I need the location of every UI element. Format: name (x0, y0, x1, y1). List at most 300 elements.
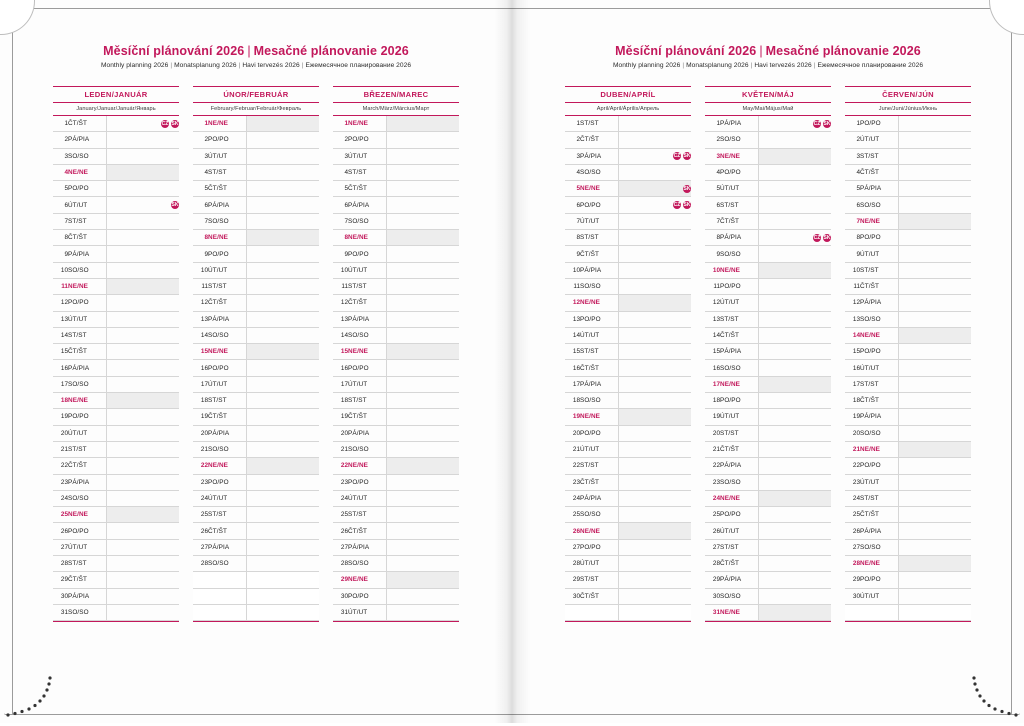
day-note-field[interactable] (107, 295, 180, 311)
day-note-field[interactable] (387, 507, 460, 523)
day-number: 11 (705, 278, 720, 294)
day-note-field[interactable] (899, 181, 972, 197)
day-note-field[interactable] (247, 213, 320, 229)
day-note-field[interactable] (387, 246, 460, 262)
table-row (333, 246, 459, 262)
day-of-week: ČT/ŠT (348, 295, 387, 311)
day-note-field[interactable] (899, 164, 972, 180)
day-note-field[interactable] (619, 246, 692, 262)
day-note-field[interactable] (759, 230, 832, 246)
day-note-field[interactable] (899, 539, 972, 555)
day-note-field[interactable] (247, 295, 320, 311)
day-number: 10 (333, 262, 348, 278)
day-of-week (580, 604, 619, 620)
day-note-field[interactable] (619, 523, 692, 539)
month-footer-rule (333, 621, 459, 622)
day-note-field[interactable] (387, 344, 460, 360)
day-note-field[interactable] (387, 572, 460, 588)
day-note-field[interactable] (387, 164, 460, 180)
day-note-field[interactable] (387, 327, 460, 343)
table-row (565, 164, 691, 180)
day-note-field[interactable] (387, 409, 460, 425)
table-row (53, 360, 179, 376)
day-note-field[interactable] (107, 588, 180, 604)
day-note-field[interactable] (107, 604, 180, 620)
day-of-week: ÚT/UT (580, 556, 619, 572)
day-note-field[interactable] (387, 604, 460, 620)
day-note-field[interactable] (759, 181, 832, 197)
day-note-field[interactable] (759, 490, 832, 506)
day-of-week: ÚT/UT (860, 474, 899, 490)
day-number: 28 (565, 556, 580, 572)
day-note-field[interactable] (247, 164, 320, 180)
day-note-field[interactable] (107, 148, 180, 164)
day-note-field[interactable] (759, 360, 832, 376)
table-row (705, 539, 831, 555)
day-note-field[interactable] (619, 425, 692, 441)
day-note-field[interactable] (759, 278, 832, 294)
day-note-field[interactable] (619, 441, 692, 457)
day-number: 18 (845, 393, 860, 409)
day-of-week: ČT/ŠT (720, 213, 759, 229)
day-note-field[interactable] (759, 344, 832, 360)
day-note-field[interactable] (247, 572, 320, 588)
day-note-field[interactable] (107, 327, 180, 343)
day-of-week: PO/PO (860, 344, 899, 360)
day-note-field[interactable] (107, 116, 180, 132)
day-note-field[interactable] (759, 474, 832, 490)
day-note-field[interactable] (899, 393, 972, 409)
day-note-field[interactable] (759, 197, 832, 213)
day-of-week: ST/ST (860, 148, 899, 164)
day-note-field[interactable] (387, 116, 460, 132)
day-number: 16 (193, 360, 208, 376)
table-row (705, 181, 831, 197)
day-note-field[interactable] (247, 425, 320, 441)
day-note-field[interactable] (619, 213, 692, 229)
month-header (193, 86, 319, 103)
day-number: 13 (193, 311, 208, 327)
day-note-field[interactable] (759, 148, 832, 164)
day-number: 26 (53, 523, 68, 539)
day-note-field[interactable] (619, 148, 692, 164)
table-row (333, 213, 459, 229)
day-note-field[interactable] (387, 425, 460, 441)
table-row (565, 441, 691, 457)
table-row (193, 230, 319, 246)
day-number: 1 (705, 116, 720, 132)
day-note-field[interactable] (759, 393, 832, 409)
day-note-field[interactable] (387, 490, 460, 506)
day-note-field[interactable] (247, 588, 320, 604)
day-note-field[interactable] (899, 507, 972, 523)
day-note-field[interactable] (387, 360, 460, 376)
day-note-field[interactable] (107, 132, 180, 148)
day-note-field[interactable] (759, 458, 832, 474)
day-of-week: ÚT/UT (68, 425, 107, 441)
day-note-field[interactable] (247, 539, 320, 555)
day-number: 1 (193, 116, 208, 132)
day-of-week: SO/SO (208, 556, 247, 572)
day-note-field[interactable] (759, 327, 832, 343)
day-note-field[interactable] (899, 148, 972, 164)
day-note-field[interactable] (247, 278, 320, 294)
day-note-field[interactable] (619, 490, 692, 506)
day-note-field[interactable] (107, 474, 180, 490)
day-note-field[interactable] (247, 344, 320, 360)
day-note-field[interactable] (387, 441, 460, 457)
table-row (193, 344, 319, 360)
day-note-field[interactable] (899, 311, 972, 327)
day-note-field[interactable] (899, 604, 972, 620)
day-note-field[interactable] (247, 474, 320, 490)
day-note-field[interactable] (619, 262, 692, 278)
table-row (53, 246, 179, 262)
day-note-field[interactable] (759, 588, 832, 604)
day-note-field[interactable] (619, 295, 692, 311)
day-note-field[interactable] (899, 474, 972, 490)
table-row (845, 572, 971, 588)
day-number: 25 (333, 507, 348, 523)
day-note-field[interactable] (899, 572, 972, 588)
day-note-field[interactable] (899, 246, 972, 262)
day-note-field[interactable] (387, 539, 460, 555)
day-note-field[interactable] (107, 164, 180, 180)
day-note-field[interactable] (387, 393, 460, 409)
day-note-field[interactable] (759, 311, 832, 327)
day-number: 24 (565, 490, 580, 506)
title-separator-right: | (759, 44, 763, 58)
day-of-week: PO/PO (348, 360, 387, 376)
day-note-field[interactable] (619, 393, 692, 409)
day-number: 14 (193, 327, 208, 343)
day-note-field[interactable] (247, 441, 320, 457)
table-row (193, 425, 319, 441)
day-of-week: PÁ/PIA (860, 295, 899, 311)
day-note-field[interactable] (899, 523, 972, 539)
day-note-field[interactable] (387, 311, 460, 327)
day-number: 24 (845, 490, 860, 506)
day-note-field[interactable] (759, 604, 832, 620)
day-note-field[interactable] (387, 181, 460, 197)
day-note-field[interactable] (387, 376, 460, 392)
day-note-field[interactable] (387, 148, 460, 164)
day-note-field[interactable] (247, 311, 320, 327)
day-note-field[interactable] (899, 295, 972, 311)
day-note-field[interactable] (619, 116, 692, 132)
day-note-field[interactable] (899, 588, 972, 604)
day-note-field[interactable] (899, 425, 972, 441)
day-note-field[interactable] (619, 181, 692, 197)
table-row (193, 246, 319, 262)
day-number: 10 (705, 262, 720, 278)
day-of-week: ČT/ŠT (580, 360, 619, 376)
day-note-field[interactable] (247, 490, 320, 506)
day-note-field[interactable] (387, 523, 460, 539)
subtitle-sep-3-right: | (813, 62, 816, 69)
day-of-week: ÚT/UT (580, 327, 619, 343)
day-note-field[interactable] (107, 360, 180, 376)
day-of-week: SO/SO (720, 360, 759, 376)
table-row (705, 360, 831, 376)
table-row (333, 327, 459, 343)
day-note-field[interactable] (759, 409, 832, 425)
day-number: 27 (333, 539, 348, 555)
table-row (193, 376, 319, 392)
day-note-field[interactable] (107, 572, 180, 588)
day-note-field[interactable] (759, 376, 832, 392)
day-note-field[interactable] (387, 474, 460, 490)
day-note-field[interactable] (387, 556, 460, 572)
day-note-field[interactable] (619, 376, 692, 392)
day-of-week: PÁ/PIA (860, 523, 899, 539)
table-row (845, 539, 971, 555)
day-note-field[interactable] (759, 539, 832, 555)
day-note-field[interactable] (619, 588, 692, 604)
day-number: 29 (565, 572, 580, 588)
day-of-week: NE/NE (860, 441, 899, 457)
table-row (193, 490, 319, 506)
day-of-week: ČT/ŠT (580, 246, 619, 262)
day-note-field[interactable] (247, 409, 320, 425)
day-number: 13 (53, 311, 68, 327)
day-note-field[interactable] (619, 164, 692, 180)
day-of-week: PÁ/PIA (860, 409, 899, 425)
day-note-field[interactable] (387, 262, 460, 278)
day-number: 27 (53, 539, 68, 555)
day-note-field[interactable] (899, 262, 972, 278)
day-note-field[interactable] (899, 458, 972, 474)
day-note-field[interactable] (619, 327, 692, 343)
day-number: 20 (333, 425, 348, 441)
day-note-field[interactable] (899, 230, 972, 246)
table-row (333, 409, 459, 425)
table-row (193, 588, 319, 604)
title-cs: Měsíční plánování 2026 (103, 44, 245, 58)
day-note-field[interactable] (619, 311, 692, 327)
table-row (565, 295, 691, 311)
day-note-field[interactable] (619, 507, 692, 523)
day-of-week: PÁ/PIA (720, 230, 759, 246)
day-note-field[interactable] (247, 507, 320, 523)
day-note-field[interactable] (107, 246, 180, 262)
table-row (705, 246, 831, 262)
day-note-field[interactable] (619, 604, 692, 620)
day-number: 4 (193, 164, 208, 180)
day-number: 29 (705, 572, 720, 588)
table-row (705, 262, 831, 278)
day-number: 15 (845, 344, 860, 360)
day-note-field[interactable] (619, 278, 692, 294)
day-of-week: PÁ/PIA (208, 197, 247, 213)
day-number: 25 (193, 507, 208, 523)
day-note-field[interactable] (387, 132, 460, 148)
day-note-field[interactable] (107, 213, 180, 229)
day-of-week: SO/SO (860, 197, 899, 213)
day-note-field[interactable] (619, 474, 692, 490)
holiday-cz-icon: CZ (161, 120, 169, 127)
day-note-field[interactable] (247, 556, 320, 572)
day-note-field[interactable] (107, 311, 180, 327)
day-note-field[interactable] (247, 360, 320, 376)
day-of-week: NE/NE (860, 213, 899, 229)
day-note-field[interactable] (759, 572, 832, 588)
day-note-field[interactable] (899, 360, 972, 376)
day-note-field[interactable] (759, 295, 832, 311)
day-note-field[interactable] (107, 230, 180, 246)
day-number: 2 (333, 132, 348, 148)
day-number: 19 (845, 409, 860, 425)
day-note-field[interactable] (387, 213, 460, 229)
day-note-field[interactable] (247, 246, 320, 262)
table-row (193, 278, 319, 294)
day-note-field[interactable] (759, 164, 832, 180)
day-note-field[interactable] (619, 409, 692, 425)
day-of-week: PÁ/PIA (580, 376, 619, 392)
day-note-field[interactable] (107, 539, 180, 555)
day-note-field[interactable] (107, 409, 180, 425)
day-number: 21 (193, 441, 208, 457)
day-of-week: PÁ/PIA (68, 588, 107, 604)
day-note-field[interactable] (387, 588, 460, 604)
day-note-field[interactable] (619, 197, 692, 213)
day-note-field[interactable] (759, 213, 832, 229)
day-number: 11 (333, 278, 348, 294)
day-note-field[interactable] (387, 295, 460, 311)
day-note-field[interactable] (899, 556, 972, 572)
table-row (565, 458, 691, 474)
day-number: 15 (333, 344, 348, 360)
day-note-field[interactable] (759, 132, 832, 148)
day-note-field[interactable] (387, 458, 460, 474)
day-note-field[interactable] (899, 327, 972, 343)
table-row (565, 556, 691, 572)
day-note-field[interactable] (899, 409, 972, 425)
month-name-translations: January/Januar/Január/Январь (53, 103, 179, 116)
day-note-field[interactable] (759, 523, 832, 539)
day-note-field[interactable] (107, 197, 180, 213)
day-number: 6 (705, 197, 720, 213)
day-number: 22 (565, 458, 580, 474)
right-page-content (512, 0, 1024, 723)
day-note-field[interactable] (107, 507, 180, 523)
day-note-field[interactable] (107, 344, 180, 360)
table-row (333, 164, 459, 180)
day-note-field[interactable] (107, 441, 180, 457)
day-note-field[interactable] (107, 262, 180, 278)
day-note-field[interactable] (247, 181, 320, 197)
day-note-field[interactable] (247, 230, 320, 246)
day-note-field[interactable] (899, 376, 972, 392)
day-number: 23 (705, 474, 720, 490)
day-note-field[interactable] (247, 197, 320, 213)
day-of-week: PO/PO (208, 246, 247, 262)
day-note-field[interactable] (619, 458, 692, 474)
day-number: 13 (845, 311, 860, 327)
day-note-field[interactable] (899, 441, 972, 457)
day-note-field[interactable] (247, 262, 320, 278)
month-name-translations: April/April/Április/Апрель (565, 103, 691, 116)
day-of-week: ÚT/UT (348, 148, 387, 164)
day-note-field[interactable] (619, 230, 692, 246)
day-note-field[interactable] (107, 181, 180, 197)
table-row (845, 246, 971, 262)
day-note-field[interactable] (899, 197, 972, 213)
table-row (333, 588, 459, 604)
table-row (53, 213, 179, 229)
holiday-sk-icon: SK (683, 202, 691, 209)
page-subtitle-right (512, 62, 1024, 69)
day-note-field[interactable] (107, 556, 180, 572)
day-number: 23 (845, 474, 860, 490)
table-row (333, 604, 459, 620)
day-note-field[interactable] (899, 490, 972, 506)
day-note-field[interactable] (619, 572, 692, 588)
day-note-field[interactable] (759, 246, 832, 262)
table-row (193, 523, 319, 539)
holiday-cz-icon: CZ (813, 120, 821, 127)
table-row (845, 213, 971, 229)
day-note-field[interactable] (619, 132, 692, 148)
day-number: 17 (193, 376, 208, 392)
day-note-field[interactable] (107, 376, 180, 392)
day-note-field[interactable] (899, 132, 972, 148)
day-of-week: PÁ/PIA (208, 311, 247, 327)
day-number: 22 (845, 458, 860, 474)
day-note-field[interactable] (247, 393, 320, 409)
day-note-field[interactable] (619, 360, 692, 376)
day-note-field[interactable] (619, 344, 692, 360)
day-note-field[interactable] (107, 425, 180, 441)
day-note-field[interactable] (247, 148, 320, 164)
day-note-field[interactable] (247, 116, 320, 132)
day-number: 8 (333, 230, 348, 246)
day-note-field[interactable] (247, 376, 320, 392)
day-note-field[interactable] (247, 132, 320, 148)
day-note-field[interactable] (759, 441, 832, 457)
day-note-field[interactable] (619, 539, 692, 555)
day-note-field[interactable] (107, 490, 180, 506)
day-note-field[interactable] (759, 116, 832, 132)
day-note-field[interactable] (387, 278, 460, 294)
table-row (193, 295, 319, 311)
day-note-field[interactable] (899, 213, 972, 229)
subtitle-ru: Ежемесячное планирование 2026 (305, 62, 412, 69)
table-row (333, 230, 459, 246)
day-number: 29 (53, 572, 68, 588)
day-note-field[interactable] (107, 523, 180, 539)
table-row (565, 425, 691, 441)
day-note-field[interactable] (899, 116, 972, 132)
day-note-field[interactable] (107, 278, 180, 294)
day-note-field[interactable] (247, 523, 320, 539)
day-note-field[interactable] (107, 458, 180, 474)
day-note-field[interactable] (387, 197, 460, 213)
day-note-field[interactable] (107, 393, 180, 409)
day-note-field[interactable] (247, 327, 320, 343)
day-note-field[interactable] (899, 278, 972, 294)
day-note-field[interactable] (387, 230, 460, 246)
day-note-field[interactable] (759, 425, 832, 441)
day-note-field[interactable] (759, 556, 832, 572)
day-note-field[interactable] (759, 507, 832, 523)
day-note-field[interactable] (247, 458, 320, 474)
title-separator: | (247, 44, 251, 58)
day-note-field[interactable] (247, 604, 320, 620)
day-note-field[interactable] (759, 262, 832, 278)
day-note-field[interactable] (619, 556, 692, 572)
day-note-field[interactable] (899, 344, 972, 360)
